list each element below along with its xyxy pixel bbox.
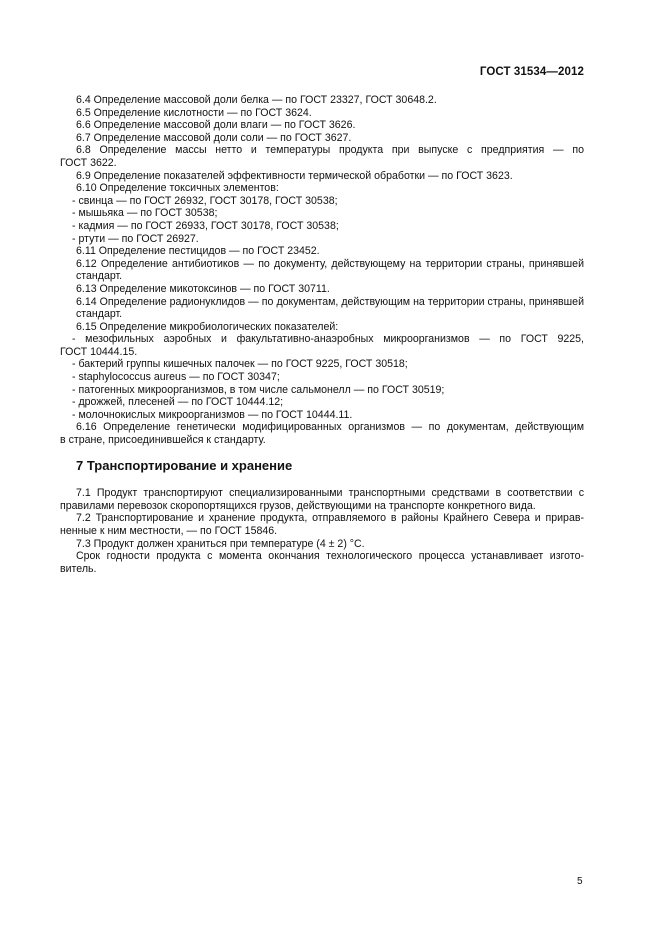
list-item: - мезофильных аэробных и факультативно-анаэробных микроорганизмов — по ГОСТ 9225, <box>72 333 584 346</box>
list-item-cont: ГОСТ 10444.15. <box>60 345 138 358</box>
item-6-16-cont: в стране, присоединившейся к стандарту. <box>60 434 266 447</box>
list-item: - staphylococcus aureus — по ГОСТ 30347; <box>72 371 280 384</box>
item-7-2: 7.2 Транспортирование и хранение продукта, отправляемого в районы Крайнего Севера и прирав- <box>76 512 584 525</box>
item-6-13: 6.13 Определение микотоксинов — по ГОСТ 30711. <box>76 282 330 295</box>
item-6-7: 6.7 Определение массовой доли соли — по ГОСТ 3627. <box>76 131 352 144</box>
item-6-5: 6.5 Определение кислотности — по ГОСТ 3624. <box>76 106 312 119</box>
list-item: - дрожжей, плесеней — по ГОСТ 10444.12; <box>72 396 284 409</box>
list-item: - ртути — по ГОСТ 26927. <box>72 232 199 245</box>
section-7-heading: 7 Транспортирование и хранение <box>76 457 293 473</box>
list-item: - патогенных микроорганизмов, в том числе сальмонелл — по ГОСТ 30519; <box>72 383 445 396</box>
item-6-8: 6.8 Определение массы нетто и температуры продукта при выпуске с предприятия — по <box>76 144 584 157</box>
item-6-6: 6.6 Определение массовой доли влаги — по ГОСТ 3626. <box>76 119 356 132</box>
item-6-9: 6.9 Определение показателей эффективности термической обработки — по ГОСТ 3623. <box>76 169 513 182</box>
page-number: 5 <box>577 876 583 887</box>
list-item: - молочнокислых микроорганизмов — по ГОСТ 10444.11. <box>72 408 353 421</box>
list-item: - бактерий группы кишечных палочек — по ГОСТ 9225, ГОСТ 30518; <box>72 358 408 371</box>
item-7-2-cont: ненные к ним местности, — по ГОСТ 15846. <box>60 525 278 537</box>
item-6-11: 6.11 Определение пестицидов — по ГОСТ 23452. <box>76 245 320 258</box>
item-6-8-cont: ГОСТ 3622. <box>60 156 117 169</box>
item-7-1-cont: правилами перевозок скоропортящихся грузов, действующими на транспорте конкретного вида. <box>60 499 536 512</box>
item-6-12: 6.12 Определение антибиотиков — по документу, действующему на территории страны, принявшей стандарт. <box>76 257 584 283</box>
item-6-14: 6.14 Определение радионуклидов — по документам, действующим на территории страны, принявшей стандарт. <box>76 295 584 321</box>
document-body <box>60 94 584 575</box>
item-7-3: 7.3 Продукт должен храниться при температуре (4 ± 2) °С. <box>76 537 365 550</box>
item-6-16: 6.16 Определение генетически модифицированных организмов — по документам, действующим <box>76 421 584 434</box>
list-item: - кадмия — по ГОСТ 26933, ГОСТ 30178, ГОСТ 30538; <box>72 219 339 232</box>
item-6-10: 6.10 Определение токсичных элементов: <box>76 182 279 195</box>
shelf-life-paragraph-cont: витель. <box>60 562 97 575</box>
list-item: - свинца — по ГОСТ 26932, ГОСТ 30178, ГОСТ 30538; <box>72 194 338 207</box>
shelf-life-paragraph: Срок годности продукта с момента окончания технологического процесса устанавливает изгото- <box>76 550 584 563</box>
item-7-1: 7.1 Продукт транспортируют специализированными транспортными средствами в соответствии с <box>76 487 584 500</box>
document-number: ГОСТ 31534—2012 <box>479 66 584 78</box>
list-item: - мышьяка — по ГОСТ 30538; <box>72 207 218 220</box>
item-6-4: 6.4 Определение массовой доли белка — по ГОСТ 23327, ГОСТ 30648.2. <box>76 94 437 106</box>
item-6-15: 6.15 Определение микробиологических показателей: <box>76 320 339 333</box>
